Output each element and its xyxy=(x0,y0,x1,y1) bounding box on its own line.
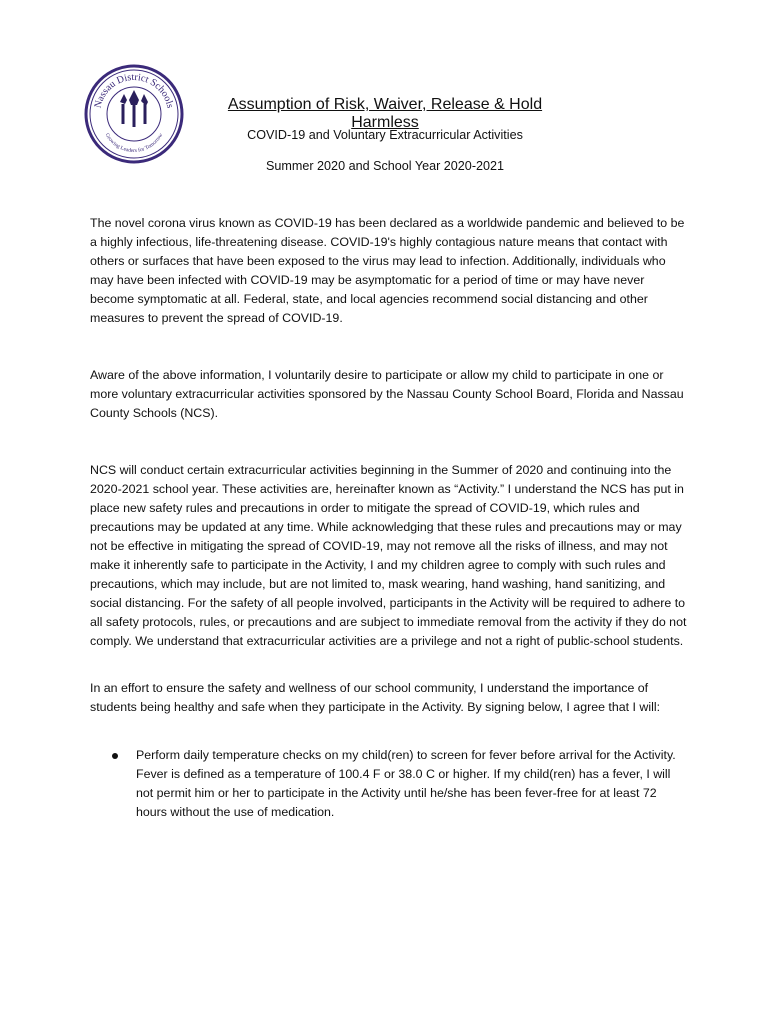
logo-bottom-text: Growing Leaders for Tomorrow xyxy=(103,132,165,155)
paragraph-ncs-activities: NCS will conduct certain extracurricular activities beginning in the Summer of 2020 and continuing into the 2020-2021 school year. These activities are, hereinafter known as “Activity.” I understand the NCS has put in place new safety rules and precautions in order to mitigate the spread of COVID-19, which rules and precautions may be updated at any time. While acknowledging that these rules and precautions may or may not be effective in mitigating the spread of COVID-19, may not remove all the risks of illness, and may not make it inherently safe to participate in the Activity, I and my children agree to comply with such rules and precautions, which may include, but are not limited to, mask wearing, hand washing, hand sanitizing, and social distancing. For the safety of all people involved, participants in the Activity will be required to adhere to all safety protocols, rules, or precautions and are subject to immediate removal from the activity if they do not comply. We understand that extracurricular activities are a privilege and not a right of public-school students. xyxy=(90,463,687,648)
logo-top-text: Nassau District Schools xyxy=(92,71,176,110)
bullet-icon xyxy=(112,753,118,759)
school-logo xyxy=(84,64,184,164)
bullet-temperature-checks: Perform daily temperature checks on my child(ren) to screen for fever before arrival for the Activity. Fever is defined as a temperature of 100.4 F or 38.0 C or higher. If my child(ren) has a fever, I will not permit him or her to participate in the Activity until he/she has been fever-free for at least 72 hours without the use of medication. xyxy=(136,748,676,819)
subtitle: COVID-19 and Voluntary Extracurricular Activities xyxy=(247,128,523,142)
subtitle-dates: Summer 2020 and School Year 2020-2021 xyxy=(265,159,505,173)
nassau-district-schools-seal xyxy=(84,64,184,164)
paragraph-covid-intro: The novel corona virus known as COVID-19 has been declared as a worldwide pandemic and believed to be a highly infectious, life-threatening disease. COVID-19's highly contagious nature means that contact with others or surfaces that have been exposed to the virus may lead to infection. Additionally, individuals who may have been infected with COVID-19 may be asymptomatic for a period of time or may have never become symptomatic at all. Federal, state, and local agencies recommend social distancing and other measures to prevent the spread of COVID-19. xyxy=(90,216,685,325)
paragraph-safety-agreement: In an effort to ensure the safety and wellness of our school community, I understand the importance of students being healthy and safe when they participate in the Activity. By signing below, I agree that I will: xyxy=(90,681,661,714)
paragraph-voluntary-participation: Aware of the above information, I voluntarily desire to participate or allow my child to participate in one or more voluntary extracurricular activities sponsored by the Nassau County School Board, Florida and Nassau County Schools (NCS). xyxy=(90,368,684,420)
page-title: Assumption of Risk, Waiver, Release & Hold Harmless xyxy=(227,96,543,131)
